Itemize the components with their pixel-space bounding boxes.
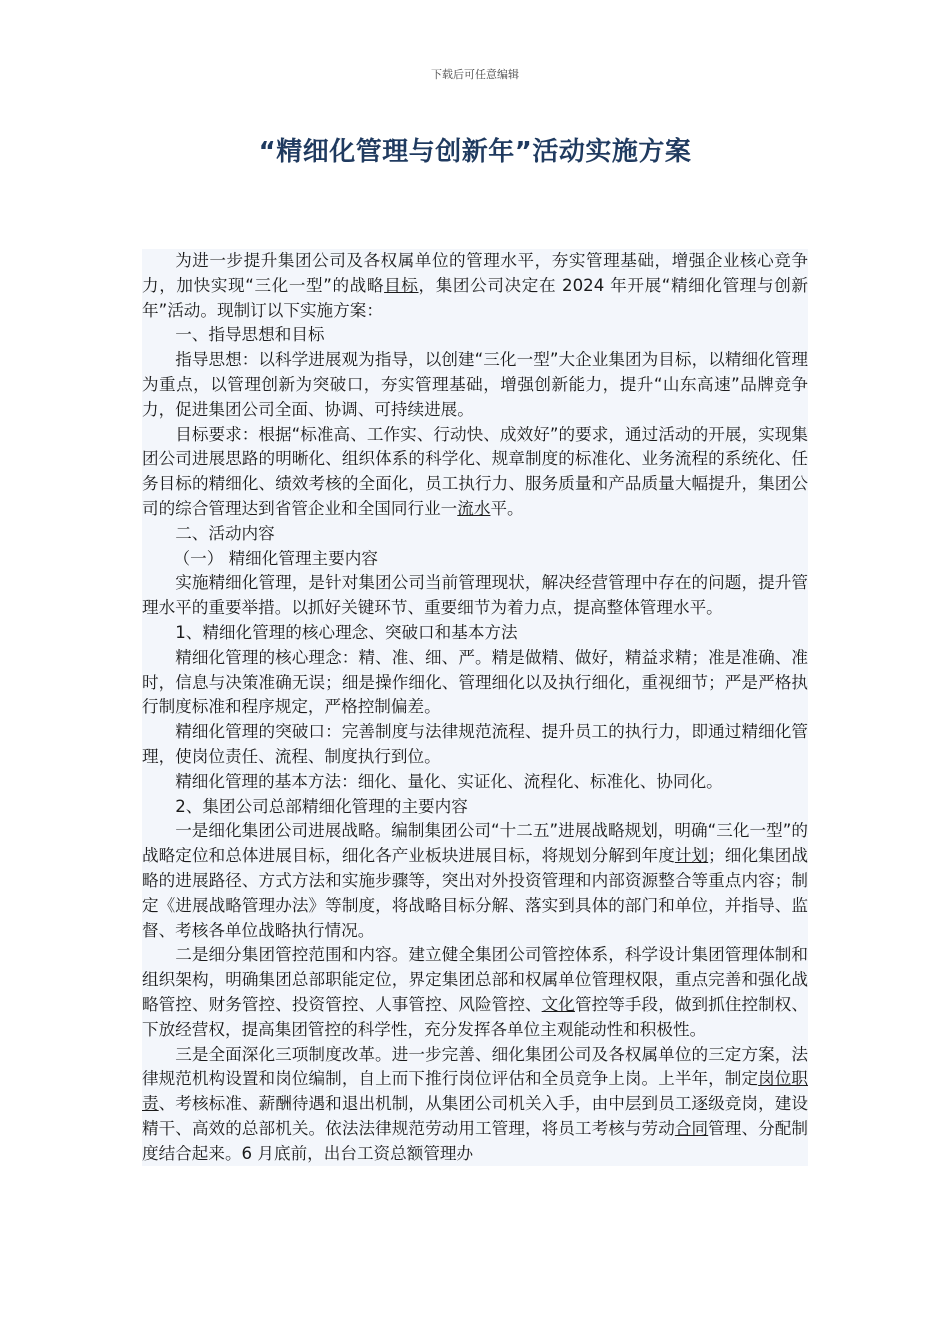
paragraph-control-scope: 二是细分集团管控范围和内容。建立健全集团公司管控体系，科学设计集团管理体制和组织架构，明确集团总部职能定位，界定集团总部和权属单位管理权限，重点完善和强化战略管控、财务管控、投资管控、人事管控、风险管控、文化管控等手段，做到抓住控制权、下放经营权，提高集团管控的科学性，充分发挥各单位主观能动性和积极性。 <box>142 945 809 1039</box>
page-header-note: 下载后可任意编辑 <box>431 68 519 81</box>
link-target[interactable]: 目标 <box>384 275 419 295</box>
section-heading-1: 一、指导思想和目标 <box>175 325 325 345</box>
document-body <box>142 249 808 1166</box>
paragraph-strategy: 一是细化集团公司进展战略。编制集团公司“十二五”进展战略规划，明确“三化一型”的战略定位和总体进展目标，细化各产业板块进展目标，将规划分解到年度计划；细化集团战略的进展路径、方式方法和实施步骤等，突出对外投资管理和内部资源整合等重点内容；制定《进展战略管理办法》等制度，将战略目标分解、落实到具体的部门和单位，并指导、监督、考核各单位战略执行情况。 <box>142 821 809 940</box>
subsection-heading-1: （一） 精细化管理主要内容 <box>173 548 378 568</box>
link-job-duties[interactable]: 岗位职责 <box>142 1069 809 1114</box>
section-heading-2: 二、活动内容 <box>175 523 275 543</box>
link-liushui[interactable]: 流水 <box>457 498 491 518</box>
link-culture[interactable]: 文化 <box>541 994 575 1014</box>
paragraph-core-concept: 精细化管理的核心理念：精、准、细、严。精是做精、做好，精益求精；准是准确、准时，信息与决策准确无误；细是操作细化、管理细化以及执行细化，重视细节；严是严格执行制度标准和程序规定，严格控制偏差。 <box>142 647 808 717</box>
link-plan[interactable]: 计划 <box>674 846 709 866</box>
paragraph-intro: 为进一步提升集团公司及各权属单位的管理水平，夯实管理基础，增强企业核心竞争力，加快实现“三化一型”的战略目标，集团公司决定在 2024 年开展“精细化管理与创新年”活动。现制订以下实施方案： <box>142 251 809 320</box>
paragraph-breakthrough: 精细化管理的突破口：完善制度与法律规范流程、提升员工的执行力，即通过精细化管理，使岗位责任、流程、制度执行到位。 <box>142 722 808 766</box>
paragraph-target-requirements: 目标要求：根据“标准高、工作实、行动快、成效好”的要求，通过活动的开展，实现集团公司进展思路的明晰化、组织体系的科学化、规章制度的标准化、业务流程的系统化、任务目标的精细化、绩效考核的全面化，员工执行力、服务质量和产品质量大幅提升，集团公司的综合管理达到省管企业和全国同行业一流水平。 <box>142 424 808 518</box>
item-heading-2: 2、集团公司总部精细化管理的主要内容 <box>175 796 468 816</box>
link-contract[interactable]: 合同 <box>674 1118 709 1138</box>
paragraph-reform: 三是全面深化三项制度改革。进一步完善、细化集团公司及各权属单位的三定方案，法律规范机构设置和岗位编制，自上而下推行岗位评估和全员竞争上岗。上半年，制定岗位职责、考核标准、薪酬待遇和退出机制，从集团公司机关入手，由中层到员工逐级竞岗，建设精干、高效的总部机关。依法法律规范劳动用工管理，将员工考核与劳动合同管理、分配制度结合起来。6 月底前，出台工资总额管理办 <box>142 1044 809 1163</box>
item-heading-1: 1、精细化管理的核心理念、突破口和基本方法 <box>175 622 518 642</box>
paragraph-implementation: 实施精细化管理，是针对集团公司当前管理现状，解决经营管理中存在的问题，提升管理水平的重要举措。以抓好关键环节、重要细节为着力点，提高整体管理水平。 <box>142 573 808 618</box>
document-title: “精细化管理与创新年”活动实施方案 <box>258 137 692 167</box>
paragraph-basic-method: 精细化管理的基本方法：细化、量化、实证化、流程化、标准化、协同化。 <box>175 771 723 791</box>
paragraph-guiding-ideology: 指导思想：以科学进展观为指导，以创建“三化一型”大企业集团为目标，以精细化管理为重点，以管理创新为突破口，夯实管理基础，增强创新能力，提升“山东高速”品牌竞争力，促进集团公司全面、协调、可持续进展。 <box>142 350 808 419</box>
